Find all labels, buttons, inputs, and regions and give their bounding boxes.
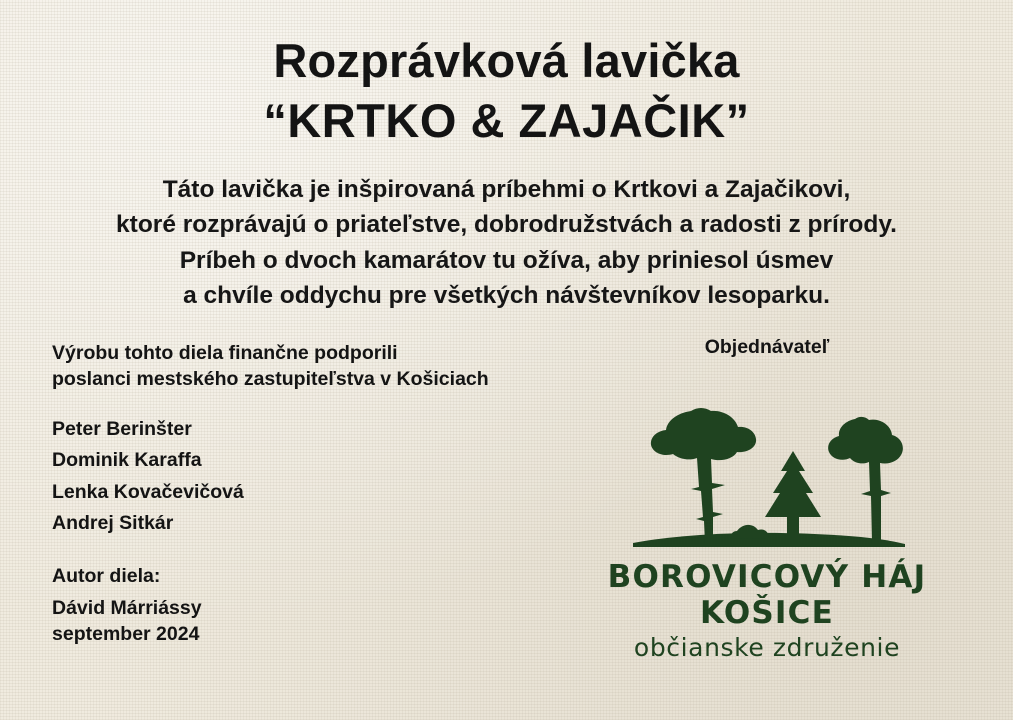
title-line-secondary: “KRTKO & ZAJAČIK”: [263, 93, 750, 147]
list-item: Andrej Sitkár: [52, 512, 174, 535]
intro-line: a chvíle oddychu pre všetkých návštevníkov lesoparku.: [183, 281, 830, 309]
sponsor-list: [52, 414, 612, 540]
logo-title: BOROVICOVÝ HÁJ KOŠICE: [607, 559, 927, 631]
list-item: Dominik Karaffa: [52, 449, 202, 472]
intro-line: Príbeh o dvoch kamarátov tu ožíva, aby priniesol úsmev: [179, 246, 834, 274]
author-label: Autor diela:: [52, 565, 161, 587]
funding-heading-line-1: Výrobu tohto diela finančne podporili: [52, 342, 398, 364]
intro-line: ktoré rozprávajú o priateľstve, dobrodružstvách a radosti z prírody.: [116, 211, 897, 239]
commissioner-label: Objednávateľ: [704, 336, 830, 358]
funding-section: [52, 340, 612, 540]
page-title: [0, 34, 1013, 147]
author-date: september 2024: [52, 622, 200, 645]
funding-heading-line-2: poslanci mestského zastupiteľstva v Košiciach: [52, 368, 489, 391]
logo-wrap: [567, 367, 967, 557]
logo-subtitle: občianske združenie: [633, 633, 901, 662]
list-item: Lenka Kovačevičová: [52, 480, 244, 503]
author-name: Dávid Márriássy: [52, 597, 202, 619]
commissioner-section: [567, 336, 967, 662]
intro-paragraph: [0, 172, 1013, 313]
list-item: Peter Berinšter: [52, 417, 192, 440]
pine-trees-icon: [617, 367, 917, 557]
author-section: [52, 565, 202, 647]
intro-line: Táto lavička je inšpirovaná príbehmi o Krtkovi a Zajačikovi,: [162, 176, 851, 203]
title-line-primary: Rozprávková lavička: [273, 34, 740, 87]
